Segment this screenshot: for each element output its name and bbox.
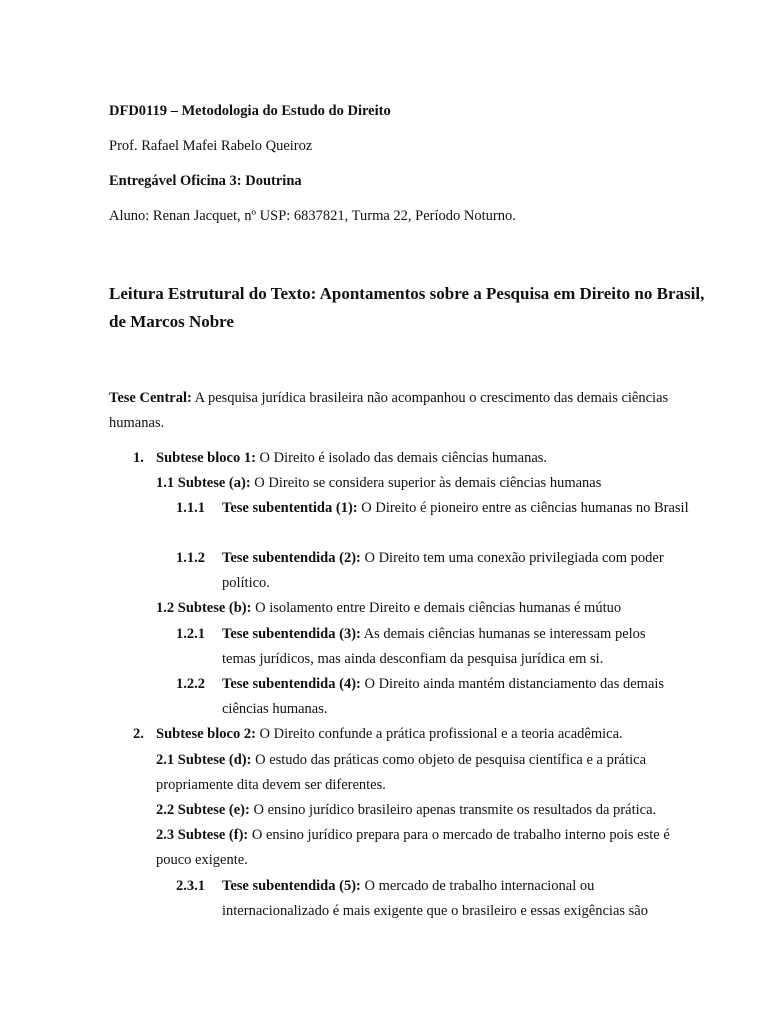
implicit-1-2-2 xyxy=(222,672,702,722)
implicit-2-3-1 xyxy=(222,874,692,924)
implicit-1-1-1 xyxy=(222,496,692,521)
document-title: Leitura Estrutural do Texto: Apontamentos sobre a Pesquisa em Direito no Brasil, de Marcos Nobre xyxy=(109,284,705,331)
central-thesis-text: A pesquisa jurídica brasileira não acompanhou o crescimento das demais ciências humanas. xyxy=(109,390,669,431)
subthesis-1-2 xyxy=(156,596,621,621)
block-1-label: Subtese bloco 1: xyxy=(156,450,256,466)
student-info: Aluno: Renan Jacquet, nº USP: 6837821, Turma 22, Período Noturno. xyxy=(109,208,516,224)
subthesis-2-3 xyxy=(156,823,696,873)
professor-name: Prof. Rafael Mafei Rabelo Queiroz xyxy=(109,138,313,154)
block-2-text: O Direito confunde a prática profissional e a teoria acadêmica. xyxy=(255,726,623,742)
subthesis-2-1-label: 2.1 Subtese (d): xyxy=(156,752,252,768)
implicit-2-3-1-text: O mercado de trabalho internacional ou internacionalizado é mais exigente que o brasileiro e essas exigências são xyxy=(222,878,648,919)
implicit-1-1-2-label: Tese subentendida (2): xyxy=(222,550,361,566)
implicit-1-2-2-label: Tese subentendida (4): xyxy=(222,676,361,692)
deliverable-title: Entregável Oficina 3: Doutrina xyxy=(109,173,302,189)
subthesis-1-1-label: 1.1 Subtese (a): xyxy=(156,475,251,491)
implicit-1-2-2-number: 1.2.2 xyxy=(176,676,205,692)
subthesis-1-1 xyxy=(156,471,601,496)
block-2-label: Subtese bloco 2: xyxy=(156,726,256,742)
implicit-1-1-1-number: 1.1.1 xyxy=(176,500,205,516)
implicit-2-3-1-label: Tese subentendida (5): xyxy=(222,878,361,894)
subthesis-2-1-text: O estudo das práticas como objeto de pesquisa científica e a prática propriamente dita devem ser diferentes. xyxy=(156,752,647,793)
implicit-1-1-1-label: Tese subententida (1): xyxy=(222,500,358,516)
block-2 xyxy=(156,722,623,747)
implicit-2-3-1-number: 2.3.1 xyxy=(176,878,205,894)
subthesis-1-1-text: O Direito se considera superior às demais ciências humanas xyxy=(250,475,602,491)
central-thesis-label: Tese Central: xyxy=(109,390,192,406)
subthesis-2-1 xyxy=(134,748,686,798)
implicit-1-1-1-text: O Direito é pioneiro entre as ciências humanas no Brasil xyxy=(357,500,689,516)
subthesis-2-3-label: 2.3 Subtese (f): xyxy=(156,827,249,843)
subthesis-2-2-text: O ensino jurídico brasileiro apenas transmite os resultados da prática. xyxy=(249,802,657,818)
implicit-1-1-2-text: O Direito tem uma conexão privilegiada com poder político. xyxy=(222,550,664,591)
block-2-number: 2. xyxy=(133,726,144,742)
implicit-1-2-1-label: Tese subentendida (3): xyxy=(222,626,361,642)
block-1 xyxy=(156,446,547,471)
subthesis-2-2 xyxy=(156,798,656,823)
implicit-1-2-1-number: 1.2.1 xyxy=(176,626,205,642)
subthesis-1-2-text: O isolamento entre Direito e demais ciências humanas é mútuo xyxy=(251,600,622,616)
course-title: DFD0119 – Metodologia do Estudo do Direito xyxy=(109,103,391,119)
subthesis-2-2-label: 2.2 Subtese (e): xyxy=(156,802,250,818)
subthesis-1-2-label: 1.2 Subtese (b): xyxy=(156,600,252,616)
implicit-1-2-1 xyxy=(222,622,682,672)
implicit-1-2-2-text: O Direito ainda mantém distanciamento das demais ciências humanas. xyxy=(222,676,665,717)
implicit-1-1-2-number: 1.1.2 xyxy=(176,550,205,566)
block-1-text: O Direito é isolado das demais ciências humanas. xyxy=(255,450,548,466)
subthesis-2-3-text: O ensino jurídico prepara para o mercado de trabalho interno pois este é pouco exigente. xyxy=(156,827,670,868)
central-thesis xyxy=(109,386,669,436)
implicit-1-1-2 xyxy=(222,546,702,596)
implicit-1-2-1-text: As demais ciências humanas se interessam pelos temas jurídicos, mas ainda desconfiam da pesquisa jurídica em si. xyxy=(222,626,646,667)
block-1-number: 1. xyxy=(133,450,144,466)
